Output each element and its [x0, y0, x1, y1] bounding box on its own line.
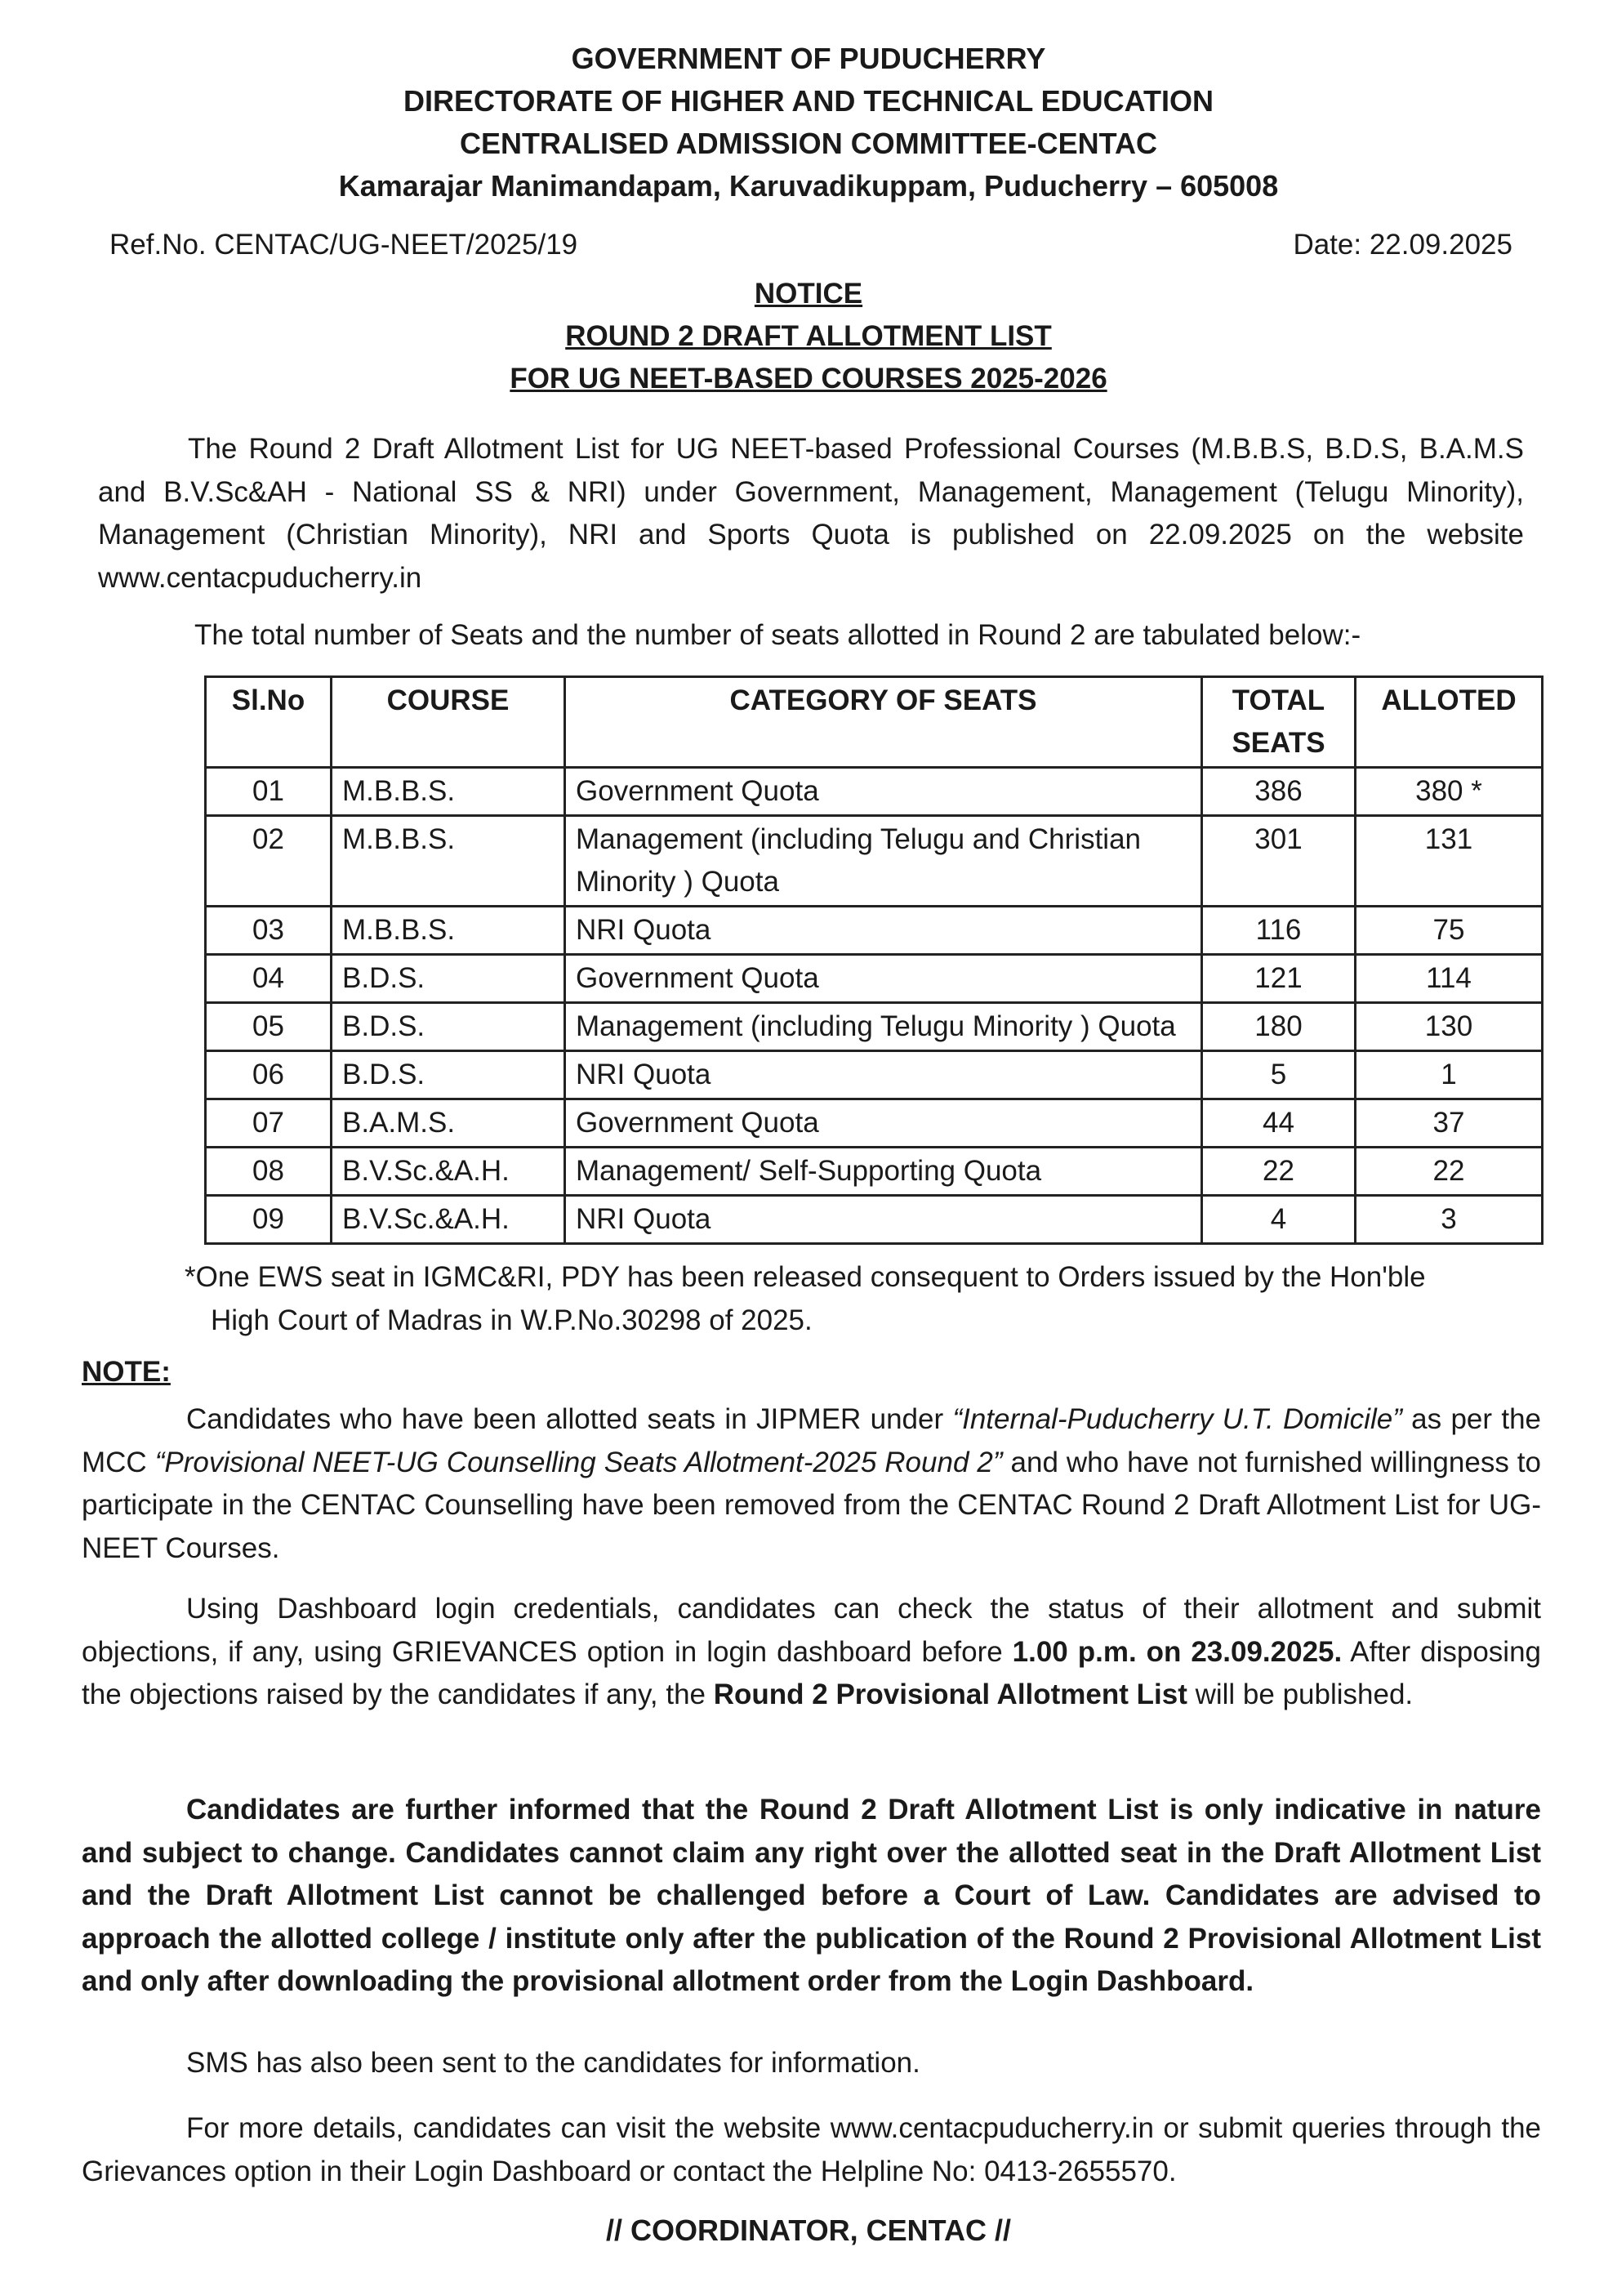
courses-title: FOR UG NEET-BASED COURSES 2025-2026: [510, 363, 1107, 395]
cell-category: NRI Quota: [565, 1196, 1202, 1244]
ews-footnote: [185, 1255, 1524, 1342]
cell-category: Government Quota: [565, 1099, 1202, 1148]
note-heading: NOTE:: [82, 1356, 171, 1388]
committee-name: CENTRALISED ADMISSION COMMITTEE-CENTAC: [460, 127, 1157, 160]
cell-total: 121: [1202, 955, 1356, 1003]
letterhead: [0, 38, 1617, 207]
table-row: [206, 768, 1543, 816]
govt-name: GOVERNMENT OF PUDUCHERRY: [571, 42, 1046, 75]
disclaimer-paragraph: Candidates are further informed that the Round 2 Draft Allotment List is only indicative in nature and subject to change. Candidates cannot claim any right over the allotted seat in the Draft Allotment List and the Draft Allotment List cannot be challenged before a Court of Law. Candidates are advised to approach the allotted college / institute only after the publication of the Round 2 Provisional Allotment List and only after downloading the provisional allotment order from the Login Dashboard.: [82, 1794, 1541, 1997]
notice-titles: [0, 273, 1617, 400]
round-title: ROUND 2 DRAFT ALLOTMENT LIST: [565, 320, 1052, 352]
cell-total: 180: [1202, 1003, 1356, 1051]
footnote-line-1: *One EWS seat in IGMC&RI, PDY has been released consequent to Orders issued by the Hon'ble: [185, 1261, 1426, 1293]
cell-category: Management (including Telugu and Christian Minority ) Quota: [565, 816, 1202, 907]
table-row: [206, 1051, 1543, 1099]
footnote-line-2: High Court of Madras in W.P.No.30298 of 2025.: [211, 1304, 813, 1336]
intro-paragraph: The Round 2 Draft Allotment List for UG NEET-based Professional Courses (M.B.B.S, B.D.S, B.A.M.S and B.V.Sc&AH - National SS & NRI) under Government, Management, Management (Telugu Minority), Management (Christian Minority), NRI and Sports Quota is published on 22.09.2025 on the website www.centacpuducherry.in: [98, 433, 1524, 594]
ref-number: Ref.No. CENTAC/UG-NEET/2025/19: [109, 229, 578, 261]
cell-category: NRI Quota: [565, 1051, 1202, 1099]
cell-allotted: 1: [1356, 1051, 1543, 1099]
cell-allotted: 380 *: [1356, 768, 1543, 816]
cell-course: M.B.B.S.: [332, 907, 565, 955]
sms-paragraph: SMS has also been sent to the candidates for information.: [186, 2047, 920, 2079]
cell-category: NRI Quota: [565, 907, 1202, 955]
cell-category: Government Quota: [565, 768, 1202, 816]
cell-course: B.A.M.S.: [332, 1099, 565, 1148]
seat-allotment-table: [204, 675, 1544, 1245]
cell-course: M.B.B.S.: [332, 816, 565, 907]
cell-total: 386: [1202, 768, 1356, 816]
notice-heading: NOTICE: [754, 278, 863, 310]
table-row: [206, 1003, 1543, 1051]
cell-slno: 05: [206, 1003, 332, 1051]
cell-total: 44: [1202, 1099, 1356, 1148]
contact-paragraph: For more details, candidates can visit the website www.centacpuducherry.in or submit queries through the Grievances option in their Login Dashboard or contact the Helpline No: 0413-2655570.: [82, 2112, 1541, 2187]
cell-allotted: 75: [1356, 907, 1543, 955]
table-row: [206, 1196, 1543, 1244]
cell-course: B.V.Sc.&A.H.: [332, 1196, 565, 1244]
cell-slno: 06: [206, 1051, 332, 1099]
cell-category: Government Quota: [565, 955, 1202, 1003]
cell-slno: 01: [206, 768, 332, 816]
cell-course: B.D.S.: [332, 1003, 565, 1051]
col-slno: Sl.No: [206, 677, 332, 768]
grievance-paragraph: Using Dashboard login credentials, candidates can check the status of their allotment and submit objections, if any, using GRIEVANCES option in login dashboard before 1.00 p.m. on 23.09.2025. After disposing the objections raised by the candidates if any, the Round 2 Provisional Allotment List will be published.: [82, 1593, 1541, 1710]
cell-allotted: 3: [1356, 1196, 1543, 1244]
col-allotted: ALLOTED: [1356, 677, 1543, 768]
address: Kamarajar Manimandapam, Karuvadikuppam, Puducherry – 605008: [338, 169, 1279, 203]
cell-allotted: 22: [1356, 1148, 1543, 1196]
cell-allotted: 130: [1356, 1003, 1543, 1051]
cell-category: Management (including Telugu Minority ) Quota: [565, 1003, 1202, 1051]
jipmer-paragraph: Candidates who have been allotted seats in JIPMER under “Internal-Puducherry U.T. Domicile” as per the MCC “Provisional NEET-UG Counselling Seats Allotment-2025 Round 2” and who have not furnished willingness to participate in the CENTAC Counselling have been removed from the CENTAC Round 2 Draft Allotment List for UG-NEET Courses.: [82, 1403, 1542, 1564]
cell-slno: 08: [206, 1148, 332, 1196]
cell-allotted: 37: [1356, 1099, 1543, 1148]
cell-total: 22: [1202, 1148, 1356, 1196]
directorate-name: DIRECTORATE OF HIGHER AND TECHNICAL EDUCATION: [403, 84, 1214, 118]
cell-slno: 02: [206, 816, 332, 907]
cell-allotted: 114: [1356, 955, 1543, 1003]
cell-total: 5: [1202, 1051, 1356, 1099]
cell-slno: 07: [206, 1099, 332, 1148]
table-row: [206, 907, 1543, 955]
cell-course: B.D.S.: [332, 1051, 565, 1099]
cell-slno: 09: [206, 1196, 332, 1244]
table-row: [206, 816, 1543, 907]
table-row: [206, 955, 1543, 1003]
table-row: [206, 1099, 1543, 1148]
cell-allotted: 131: [1356, 816, 1543, 907]
cell-total: 116: [1202, 907, 1356, 955]
cell-total: 4: [1202, 1196, 1356, 1244]
coordinator-signature: // COORDINATOR, CENTAC //: [605, 2214, 1011, 2247]
cell-course: B.V.Sc.&A.H.: [332, 1148, 565, 1196]
table-intro: The total number of Seats and the number of seats allotted in Round 2 are tabulated below:-: [194, 619, 1361, 651]
col-course: COURSE: [332, 677, 565, 768]
cell-total: 301: [1202, 816, 1356, 907]
cell-category: Management/ Self-Supporting Quota: [565, 1148, 1202, 1196]
notice-date: Date: 22.09.2025: [1293, 229, 1512, 261]
table-header-row: [206, 677, 1543, 768]
col-total-seats: TOTAL SEATS: [1202, 677, 1356, 768]
cell-course: B.D.S.: [332, 955, 565, 1003]
cell-slno: 04: [206, 955, 332, 1003]
cell-course: M.B.B.S.: [332, 768, 565, 816]
table-row: [206, 1148, 1543, 1196]
cell-slno: 03: [206, 907, 332, 955]
col-category: CATEGORY OF SEATS: [565, 677, 1202, 768]
